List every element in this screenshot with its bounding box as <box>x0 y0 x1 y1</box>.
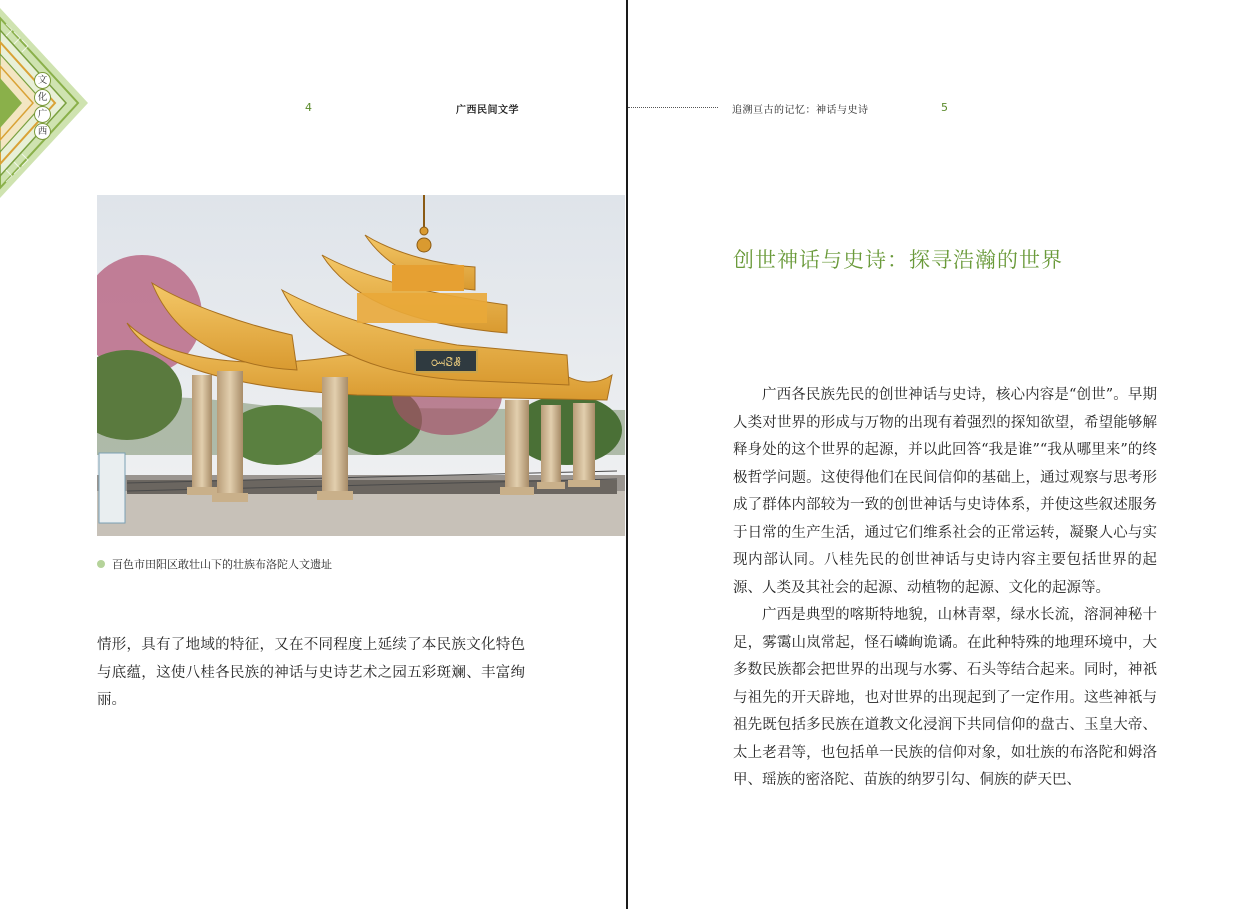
ornament-char: 广 <box>34 106 51 123</box>
page-number: 5 <box>941 101 948 114</box>
corner-ornament <box>0 0 95 200</box>
ornament-char: 化 <box>34 89 51 106</box>
ornament-char: 西 <box>34 123 51 140</box>
zhuang-gateway-image <box>97 195 625 536</box>
bullet-dot-icon <box>97 560 105 568</box>
caption-text: 百色市田阳区敢壮山下的壮族布洛陀人文遗址 <box>112 558 332 571</box>
running-header-title: 追溯亘古的记忆：神话与史诗 <box>732 105 869 116</box>
gateway-photo <box>97 195 625 536</box>
paragraph: 广西是典型的喀斯特地貌，山林青翠，绿水长流，溶洞神秘十足，雾霭山岚常起，怪石嶙峋诡谲。在此种特殊的地理环境中，大多数民族都会把世界的出现与水雾、石头等结合起来。同时，神祇与祖先的开天辟地，也对世界的出现起到了一定作用。这些神祇与祖先既包括多民族在道教文化浸润下共同信仰的盘古、玉皇大帝、太上老君等，也包括单一民族的信仰对象，如壮族的布洛陀和姆洛甲、瑶族的密洛陀、苗族的纳罗引勾、侗族的萨天巴、 <box>733 607 1157 788</box>
paragraph: 广西各民族先民的创世神话与史诗，核心内容是“创世”。早期人类对世界的形成与万物的出现有着强烈的探知欲望，希望能够解释身处的这个世界的起源，并以此回答“我是谁”“我从哪里来”的终极哲学问题。这使得他们在民间信仰的基础上，通过观察与思考形成了群体内部较为一致的创世神话与史诗体系，并使这些叙述服务于日常的生产生活，通过它们维系社会的正常运转，凝聚人心与实现内部认同。八桂先民的创世神话与史诗内容主要包括世界的起源、人类及其社会的起源、动植物的起源、文化的起源等。 <box>733 387 1157 596</box>
left-body-text <box>97 632 525 715</box>
right-page <box>628 0 1253 909</box>
photo-caption <box>97 556 332 572</box>
ornament-char: 文 <box>34 72 51 89</box>
left-page <box>0 0 626 909</box>
svg-text:ꗢꗟꗡ: ꗢꗟꗡ <box>430 355 462 369</box>
paragraph: 情形，具有了地域的特征，又在不同程度上延续了本民族文化特色与底蕴，这使八桂各民族的神话与史诗艺术之园五彩斑斓、丰富绚丽。 <box>97 637 525 708</box>
running-header-title: 广西民间文学 <box>456 105 519 116</box>
page-number: 4 <box>305 101 312 114</box>
right-body-text <box>733 382 1157 795</box>
header-leader <box>628 107 718 108</box>
section-heading: 创世神话与史诗：探寻浩瀚的世界 <box>733 248 1063 272</box>
